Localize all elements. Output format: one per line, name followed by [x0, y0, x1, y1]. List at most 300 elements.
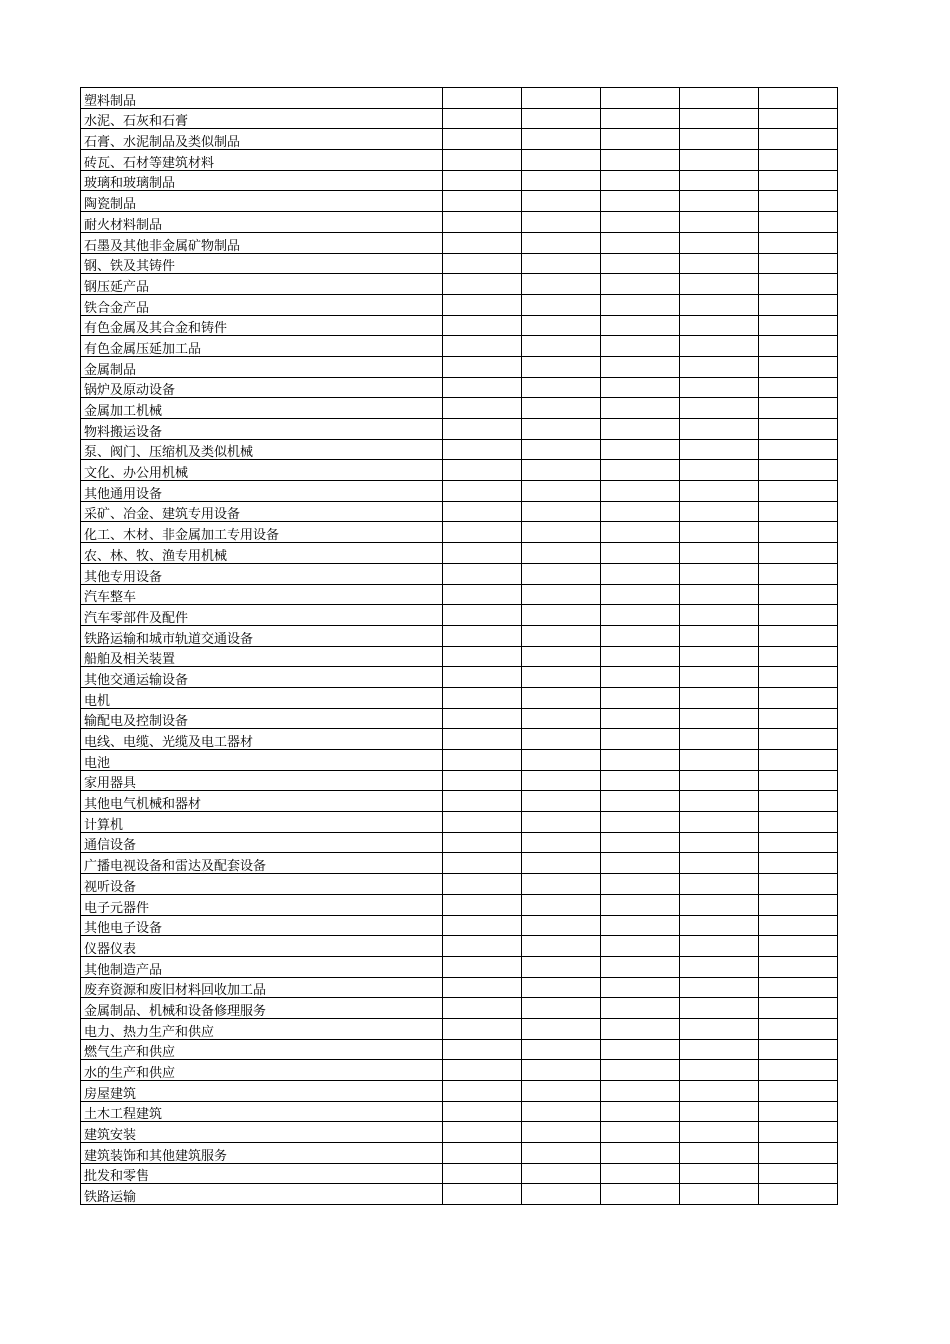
empty-cell[interactable] [680, 1081, 759, 1102]
empty-cell[interactable] [443, 88, 522, 109]
row-label[interactable]: 计算机 [81, 812, 443, 833]
empty-cell[interactable] [601, 832, 680, 853]
empty-cell[interactable] [601, 812, 680, 833]
empty-cell[interactable] [443, 170, 522, 191]
empty-cell[interactable] [680, 894, 759, 915]
empty-cell[interactable] [680, 998, 759, 1019]
empty-cell[interactable] [759, 956, 838, 977]
empty-cell[interactable] [680, 501, 759, 522]
empty-cell[interactable] [759, 770, 838, 791]
empty-cell[interactable] [759, 274, 838, 295]
empty-cell[interactable] [522, 170, 601, 191]
empty-cell[interactable] [680, 1018, 759, 1039]
row-label[interactable]: 采矿、冶金、建筑专用设备 [81, 501, 443, 522]
empty-cell[interactable] [443, 770, 522, 791]
empty-cell[interactable] [601, 687, 680, 708]
empty-cell[interactable] [601, 356, 680, 377]
empty-cell[interactable] [759, 439, 838, 460]
empty-cell[interactable] [759, 874, 838, 895]
empty-cell[interactable] [759, 605, 838, 626]
empty-cell[interactable] [601, 563, 680, 584]
row-label[interactable]: 铁路运输和城市轨道交通设备 [81, 625, 443, 646]
empty-cell[interactable] [759, 667, 838, 688]
empty-cell[interactable] [522, 294, 601, 315]
empty-cell[interactable] [443, 874, 522, 895]
row-label[interactable]: 铁合金产品 [81, 294, 443, 315]
empty-cell[interactable] [601, 398, 680, 419]
empty-cell[interactable] [443, 936, 522, 957]
empty-cell[interactable] [601, 625, 680, 646]
empty-cell[interactable] [522, 232, 601, 253]
empty-cell[interactable] [522, 501, 601, 522]
empty-cell[interactable] [443, 336, 522, 357]
empty-cell[interactable] [522, 1060, 601, 1081]
empty-cell[interactable] [680, 936, 759, 957]
empty-cell[interactable] [443, 253, 522, 274]
empty-cell[interactable] [601, 667, 680, 688]
empty-cell[interactable] [522, 253, 601, 274]
empty-cell[interactable] [680, 874, 759, 895]
empty-cell[interactable] [601, 232, 680, 253]
empty-cell[interactable] [759, 336, 838, 357]
empty-cell[interactable] [601, 584, 680, 605]
empty-cell[interactable] [601, 460, 680, 481]
empty-cell[interactable] [759, 563, 838, 584]
empty-cell[interactable] [680, 791, 759, 812]
empty-cell[interactable] [443, 232, 522, 253]
empty-cell[interactable] [522, 460, 601, 481]
empty-cell[interactable] [680, 315, 759, 336]
empty-cell[interactable] [601, 522, 680, 543]
row-label[interactable]: 视听设备 [81, 874, 443, 895]
empty-cell[interactable] [680, 150, 759, 171]
row-label[interactable]: 家用器具 [81, 770, 443, 791]
row-label[interactable]: 化工、木材、非金属加工专用设备 [81, 522, 443, 543]
row-label[interactable]: 建筑安装 [81, 1122, 443, 1143]
empty-cell[interactable] [443, 191, 522, 212]
empty-cell[interactable] [522, 977, 601, 998]
row-label[interactable]: 砖瓦、石材等建筑材料 [81, 150, 443, 171]
row-label[interactable]: 建筑装饰和其他建筑服务 [81, 1143, 443, 1164]
empty-cell[interactable] [443, 294, 522, 315]
empty-cell[interactable] [759, 791, 838, 812]
row-label[interactable]: 泵、阀门、压缩机及类似机械 [81, 439, 443, 460]
empty-cell[interactable] [443, 501, 522, 522]
empty-cell[interactable] [680, 1184, 759, 1205]
empty-cell[interactable] [522, 356, 601, 377]
empty-cell[interactable] [443, 584, 522, 605]
empty-cell[interactable] [759, 170, 838, 191]
row-label[interactable]: 电力、热力生产和供应 [81, 1018, 443, 1039]
empty-cell[interactable] [759, 998, 838, 1019]
empty-cell[interactable] [759, 1122, 838, 1143]
row-label[interactable]: 钢、铁及其铸件 [81, 253, 443, 274]
empty-cell[interactable] [759, 460, 838, 481]
row-label[interactable]: 土木工程建筑 [81, 1101, 443, 1122]
empty-cell[interactable] [759, 315, 838, 336]
empty-cell[interactable] [443, 667, 522, 688]
empty-cell[interactable] [601, 1163, 680, 1184]
empty-cell[interactable] [680, 129, 759, 150]
empty-cell[interactable] [443, 563, 522, 584]
empty-cell[interactable] [522, 1122, 601, 1143]
empty-cell[interactable] [680, 294, 759, 315]
empty-cell[interactable] [443, 729, 522, 750]
row-label[interactable]: 水泥、石灰和石膏 [81, 108, 443, 129]
row-label[interactable]: 物料搬运设备 [81, 419, 443, 440]
empty-cell[interactable] [601, 791, 680, 812]
empty-cell[interactable] [443, 956, 522, 977]
empty-cell[interactable] [443, 212, 522, 233]
empty-cell[interactable] [601, 150, 680, 171]
empty-cell[interactable] [522, 543, 601, 564]
empty-cell[interactable] [680, 977, 759, 998]
empty-cell[interactable] [759, 977, 838, 998]
empty-cell[interactable] [759, 150, 838, 171]
empty-cell[interactable] [443, 129, 522, 150]
empty-cell[interactable] [601, 770, 680, 791]
empty-cell[interactable] [601, 1184, 680, 1205]
empty-cell[interactable] [522, 212, 601, 233]
empty-cell[interactable] [522, 1143, 601, 1164]
empty-cell[interactable] [680, 750, 759, 771]
empty-cell[interactable] [680, 419, 759, 440]
empty-cell[interactable] [680, 170, 759, 191]
empty-cell[interactable] [522, 770, 601, 791]
empty-cell[interactable] [522, 874, 601, 895]
empty-cell[interactable] [680, 1163, 759, 1184]
empty-cell[interactable] [443, 853, 522, 874]
empty-cell[interactable] [443, 150, 522, 171]
empty-cell[interactable] [443, 708, 522, 729]
row-label[interactable]: 耐火材料制品 [81, 212, 443, 233]
empty-cell[interactable] [601, 853, 680, 874]
empty-cell[interactable] [443, 543, 522, 564]
empty-cell[interactable] [522, 439, 601, 460]
empty-cell[interactable] [759, 936, 838, 957]
empty-cell[interactable] [522, 1163, 601, 1184]
empty-cell[interactable] [680, 88, 759, 109]
empty-cell[interactable] [443, 625, 522, 646]
empty-cell[interactable] [680, 770, 759, 791]
empty-cell[interactable] [759, 915, 838, 936]
empty-cell[interactable] [759, 1081, 838, 1102]
empty-cell[interactable] [601, 315, 680, 336]
empty-cell[interactable] [601, 894, 680, 915]
empty-cell[interactable] [601, 1122, 680, 1143]
empty-cell[interactable] [680, 729, 759, 750]
empty-cell[interactable] [680, 667, 759, 688]
empty-cell[interactable] [443, 1060, 522, 1081]
empty-cell[interactable] [601, 501, 680, 522]
empty-cell[interactable] [522, 191, 601, 212]
empty-cell[interactable] [759, 253, 838, 274]
empty-cell[interactable] [443, 356, 522, 377]
empty-cell[interactable] [601, 708, 680, 729]
empty-cell[interactable] [601, 274, 680, 295]
empty-cell[interactable] [680, 584, 759, 605]
empty-cell[interactable] [601, 729, 680, 750]
empty-cell[interactable] [759, 625, 838, 646]
empty-cell[interactable] [680, 687, 759, 708]
empty-cell[interactable] [759, 894, 838, 915]
row-label[interactable]: 陶瓷制品 [81, 191, 443, 212]
empty-cell[interactable] [522, 1018, 601, 1039]
empty-cell[interactable] [443, 750, 522, 771]
row-label[interactable]: 电池 [81, 750, 443, 771]
row-label[interactable]: 锅炉及原动设备 [81, 377, 443, 398]
empty-cell[interactable] [759, 1060, 838, 1081]
empty-cell[interactable] [601, 1039, 680, 1060]
empty-cell[interactable] [759, 1143, 838, 1164]
empty-cell[interactable] [759, 750, 838, 771]
empty-cell[interactable] [759, 853, 838, 874]
empty-cell[interactable] [443, 439, 522, 460]
empty-cell[interactable] [759, 687, 838, 708]
empty-cell[interactable] [601, 336, 680, 357]
empty-cell[interactable] [522, 584, 601, 605]
empty-cell[interactable] [601, 108, 680, 129]
row-label[interactable]: 塑料制品 [81, 88, 443, 109]
empty-cell[interactable] [680, 212, 759, 233]
row-label[interactable]: 汽车零部件及配件 [81, 605, 443, 626]
empty-cell[interactable] [601, 88, 680, 109]
row-label[interactable]: 有色金属及其合金和铸件 [81, 315, 443, 336]
row-label[interactable]: 广播电视设备和雷达及配套设备 [81, 853, 443, 874]
empty-cell[interactable] [680, 460, 759, 481]
empty-cell[interactable] [522, 563, 601, 584]
empty-cell[interactable] [443, 915, 522, 936]
empty-cell[interactable] [601, 253, 680, 274]
empty-cell[interactable] [522, 315, 601, 336]
empty-cell[interactable] [759, 232, 838, 253]
empty-cell[interactable] [522, 1101, 601, 1122]
row-label[interactable]: 输配电及控制设备 [81, 708, 443, 729]
empty-cell[interactable] [522, 625, 601, 646]
empty-cell[interactable] [601, 129, 680, 150]
empty-cell[interactable] [680, 1122, 759, 1143]
empty-cell[interactable] [601, 646, 680, 667]
empty-cell[interactable] [601, 377, 680, 398]
empty-cell[interactable] [522, 336, 601, 357]
empty-cell[interactable] [759, 1101, 838, 1122]
empty-cell[interactable] [680, 398, 759, 419]
row-label[interactable]: 钢压延产品 [81, 274, 443, 295]
row-label[interactable]: 有色金属压延加工品 [81, 336, 443, 357]
empty-cell[interactable] [680, 1039, 759, 1060]
row-label[interactable]: 房屋建筑 [81, 1081, 443, 1102]
empty-cell[interactable] [759, 646, 838, 667]
empty-cell[interactable] [601, 956, 680, 977]
empty-cell[interactable] [522, 274, 601, 295]
empty-cell[interactable] [522, 377, 601, 398]
empty-cell[interactable] [522, 791, 601, 812]
row-label[interactable]: 汽车整车 [81, 584, 443, 605]
empty-cell[interactable] [680, 708, 759, 729]
empty-cell[interactable] [443, 687, 522, 708]
empty-cell[interactable] [443, 1122, 522, 1143]
empty-cell[interactable] [443, 1143, 522, 1164]
empty-cell[interactable] [680, 191, 759, 212]
empty-cell[interactable] [443, 1184, 522, 1205]
row-label[interactable]: 其他通用设备 [81, 481, 443, 502]
row-label[interactable]: 农、林、牧、渔专用机械 [81, 543, 443, 564]
empty-cell[interactable] [522, 1081, 601, 1102]
empty-cell[interactable] [759, 398, 838, 419]
empty-cell[interactable] [680, 522, 759, 543]
row-label[interactable]: 水的生产和供应 [81, 1060, 443, 1081]
empty-cell[interactable] [680, 625, 759, 646]
empty-cell[interactable] [443, 522, 522, 543]
empty-cell[interactable] [522, 708, 601, 729]
empty-cell[interactable] [443, 998, 522, 1019]
empty-cell[interactable] [759, 1163, 838, 1184]
empty-cell[interactable] [601, 439, 680, 460]
empty-cell[interactable] [601, 1101, 680, 1122]
empty-cell[interactable] [680, 1101, 759, 1122]
empty-cell[interactable] [443, 460, 522, 481]
empty-cell[interactable] [759, 501, 838, 522]
row-label[interactable]: 电子元器件 [81, 894, 443, 915]
empty-cell[interactable] [601, 191, 680, 212]
row-label[interactable]: 批发和零售 [81, 1163, 443, 1184]
row-label[interactable]: 石膏、水泥制品及类似制品 [81, 129, 443, 150]
row-label[interactable]: 其他制造产品 [81, 956, 443, 977]
row-label[interactable]: 文化、办公用机械 [81, 460, 443, 481]
empty-cell[interactable] [680, 646, 759, 667]
row-label[interactable]: 电线、电缆、光缆及电工器材 [81, 729, 443, 750]
empty-cell[interactable] [680, 915, 759, 936]
empty-cell[interactable] [522, 522, 601, 543]
empty-cell[interactable] [443, 791, 522, 812]
row-label[interactable]: 其他交通运输设备 [81, 667, 443, 688]
empty-cell[interactable] [522, 750, 601, 771]
empty-cell[interactable] [601, 874, 680, 895]
empty-cell[interactable] [443, 832, 522, 853]
empty-cell[interactable] [680, 605, 759, 626]
empty-cell[interactable] [522, 936, 601, 957]
empty-cell[interactable] [443, 605, 522, 626]
empty-cell[interactable] [443, 377, 522, 398]
empty-cell[interactable] [443, 646, 522, 667]
empty-cell[interactable] [601, 543, 680, 564]
empty-cell[interactable] [601, 1018, 680, 1039]
empty-cell[interactable] [601, 936, 680, 957]
empty-cell[interactable] [680, 274, 759, 295]
empty-cell[interactable] [680, 336, 759, 357]
empty-cell[interactable] [680, 1060, 759, 1081]
row-label[interactable]: 其他电子设备 [81, 915, 443, 936]
empty-cell[interactable] [759, 212, 838, 233]
empty-cell[interactable] [522, 108, 601, 129]
empty-cell[interactable] [522, 646, 601, 667]
empty-cell[interactable] [522, 667, 601, 688]
row-label[interactable]: 废弃资源和废旧材料回收加工品 [81, 977, 443, 998]
empty-cell[interactable] [759, 832, 838, 853]
empty-cell[interactable] [443, 481, 522, 502]
empty-cell[interactable] [759, 481, 838, 502]
empty-cell[interactable] [759, 522, 838, 543]
empty-cell[interactable] [601, 750, 680, 771]
empty-cell[interactable] [443, 894, 522, 915]
empty-cell[interactable] [759, 108, 838, 129]
empty-cell[interactable] [522, 956, 601, 977]
empty-cell[interactable] [759, 1039, 838, 1060]
empty-cell[interactable] [601, 1143, 680, 1164]
empty-cell[interactable] [522, 398, 601, 419]
empty-cell[interactable] [522, 687, 601, 708]
empty-cell[interactable] [522, 894, 601, 915]
empty-cell[interactable] [759, 88, 838, 109]
row-label[interactable]: 通信设备 [81, 832, 443, 853]
empty-cell[interactable] [759, 191, 838, 212]
empty-cell[interactable] [759, 419, 838, 440]
empty-cell[interactable] [522, 915, 601, 936]
row-label[interactable]: 电机 [81, 687, 443, 708]
empty-cell[interactable] [522, 998, 601, 1019]
empty-cell[interactable] [680, 481, 759, 502]
empty-cell[interactable] [522, 129, 601, 150]
row-label[interactable]: 船舶及相关装置 [81, 646, 443, 667]
empty-cell[interactable] [443, 1163, 522, 1184]
empty-cell[interactable] [443, 1101, 522, 1122]
empty-cell[interactable] [522, 1184, 601, 1205]
empty-cell[interactable] [443, 274, 522, 295]
empty-cell[interactable] [759, 1018, 838, 1039]
empty-cell[interactable] [680, 439, 759, 460]
row-label[interactable]: 仪器仪表 [81, 936, 443, 957]
empty-cell[interactable] [680, 812, 759, 833]
empty-cell[interactable] [443, 977, 522, 998]
empty-cell[interactable] [680, 108, 759, 129]
empty-cell[interactable] [601, 481, 680, 502]
empty-cell[interactable] [759, 543, 838, 564]
empty-cell[interactable] [680, 232, 759, 253]
empty-cell[interactable] [601, 1060, 680, 1081]
empty-cell[interactable] [601, 1081, 680, 1102]
empty-cell[interactable] [601, 212, 680, 233]
empty-cell[interactable] [601, 170, 680, 191]
empty-cell[interactable] [601, 998, 680, 1019]
empty-cell[interactable] [522, 150, 601, 171]
row-label[interactable]: 燃气生产和供应 [81, 1039, 443, 1060]
empty-cell[interactable] [443, 1039, 522, 1060]
empty-cell[interactable] [680, 377, 759, 398]
empty-cell[interactable] [759, 129, 838, 150]
empty-cell[interactable] [759, 708, 838, 729]
empty-cell[interactable] [443, 1018, 522, 1039]
empty-cell[interactable] [759, 377, 838, 398]
empty-cell[interactable] [680, 356, 759, 377]
empty-cell[interactable] [759, 294, 838, 315]
empty-cell[interactable] [443, 398, 522, 419]
row-label[interactable]: 玻璃和玻璃制品 [81, 170, 443, 191]
empty-cell[interactable] [522, 832, 601, 853]
empty-cell[interactable] [443, 419, 522, 440]
row-label[interactable]: 金属加工机械 [81, 398, 443, 419]
empty-cell[interactable] [522, 88, 601, 109]
empty-cell[interactable] [522, 853, 601, 874]
row-label[interactable]: 其他专用设备 [81, 563, 443, 584]
empty-cell[interactable] [759, 812, 838, 833]
empty-cell[interactable] [759, 356, 838, 377]
empty-cell[interactable] [680, 563, 759, 584]
row-label[interactable]: 金属制品 [81, 356, 443, 377]
empty-cell[interactable] [601, 294, 680, 315]
empty-cell[interactable] [680, 543, 759, 564]
empty-cell[interactable] [522, 481, 601, 502]
empty-cell[interactable] [522, 419, 601, 440]
